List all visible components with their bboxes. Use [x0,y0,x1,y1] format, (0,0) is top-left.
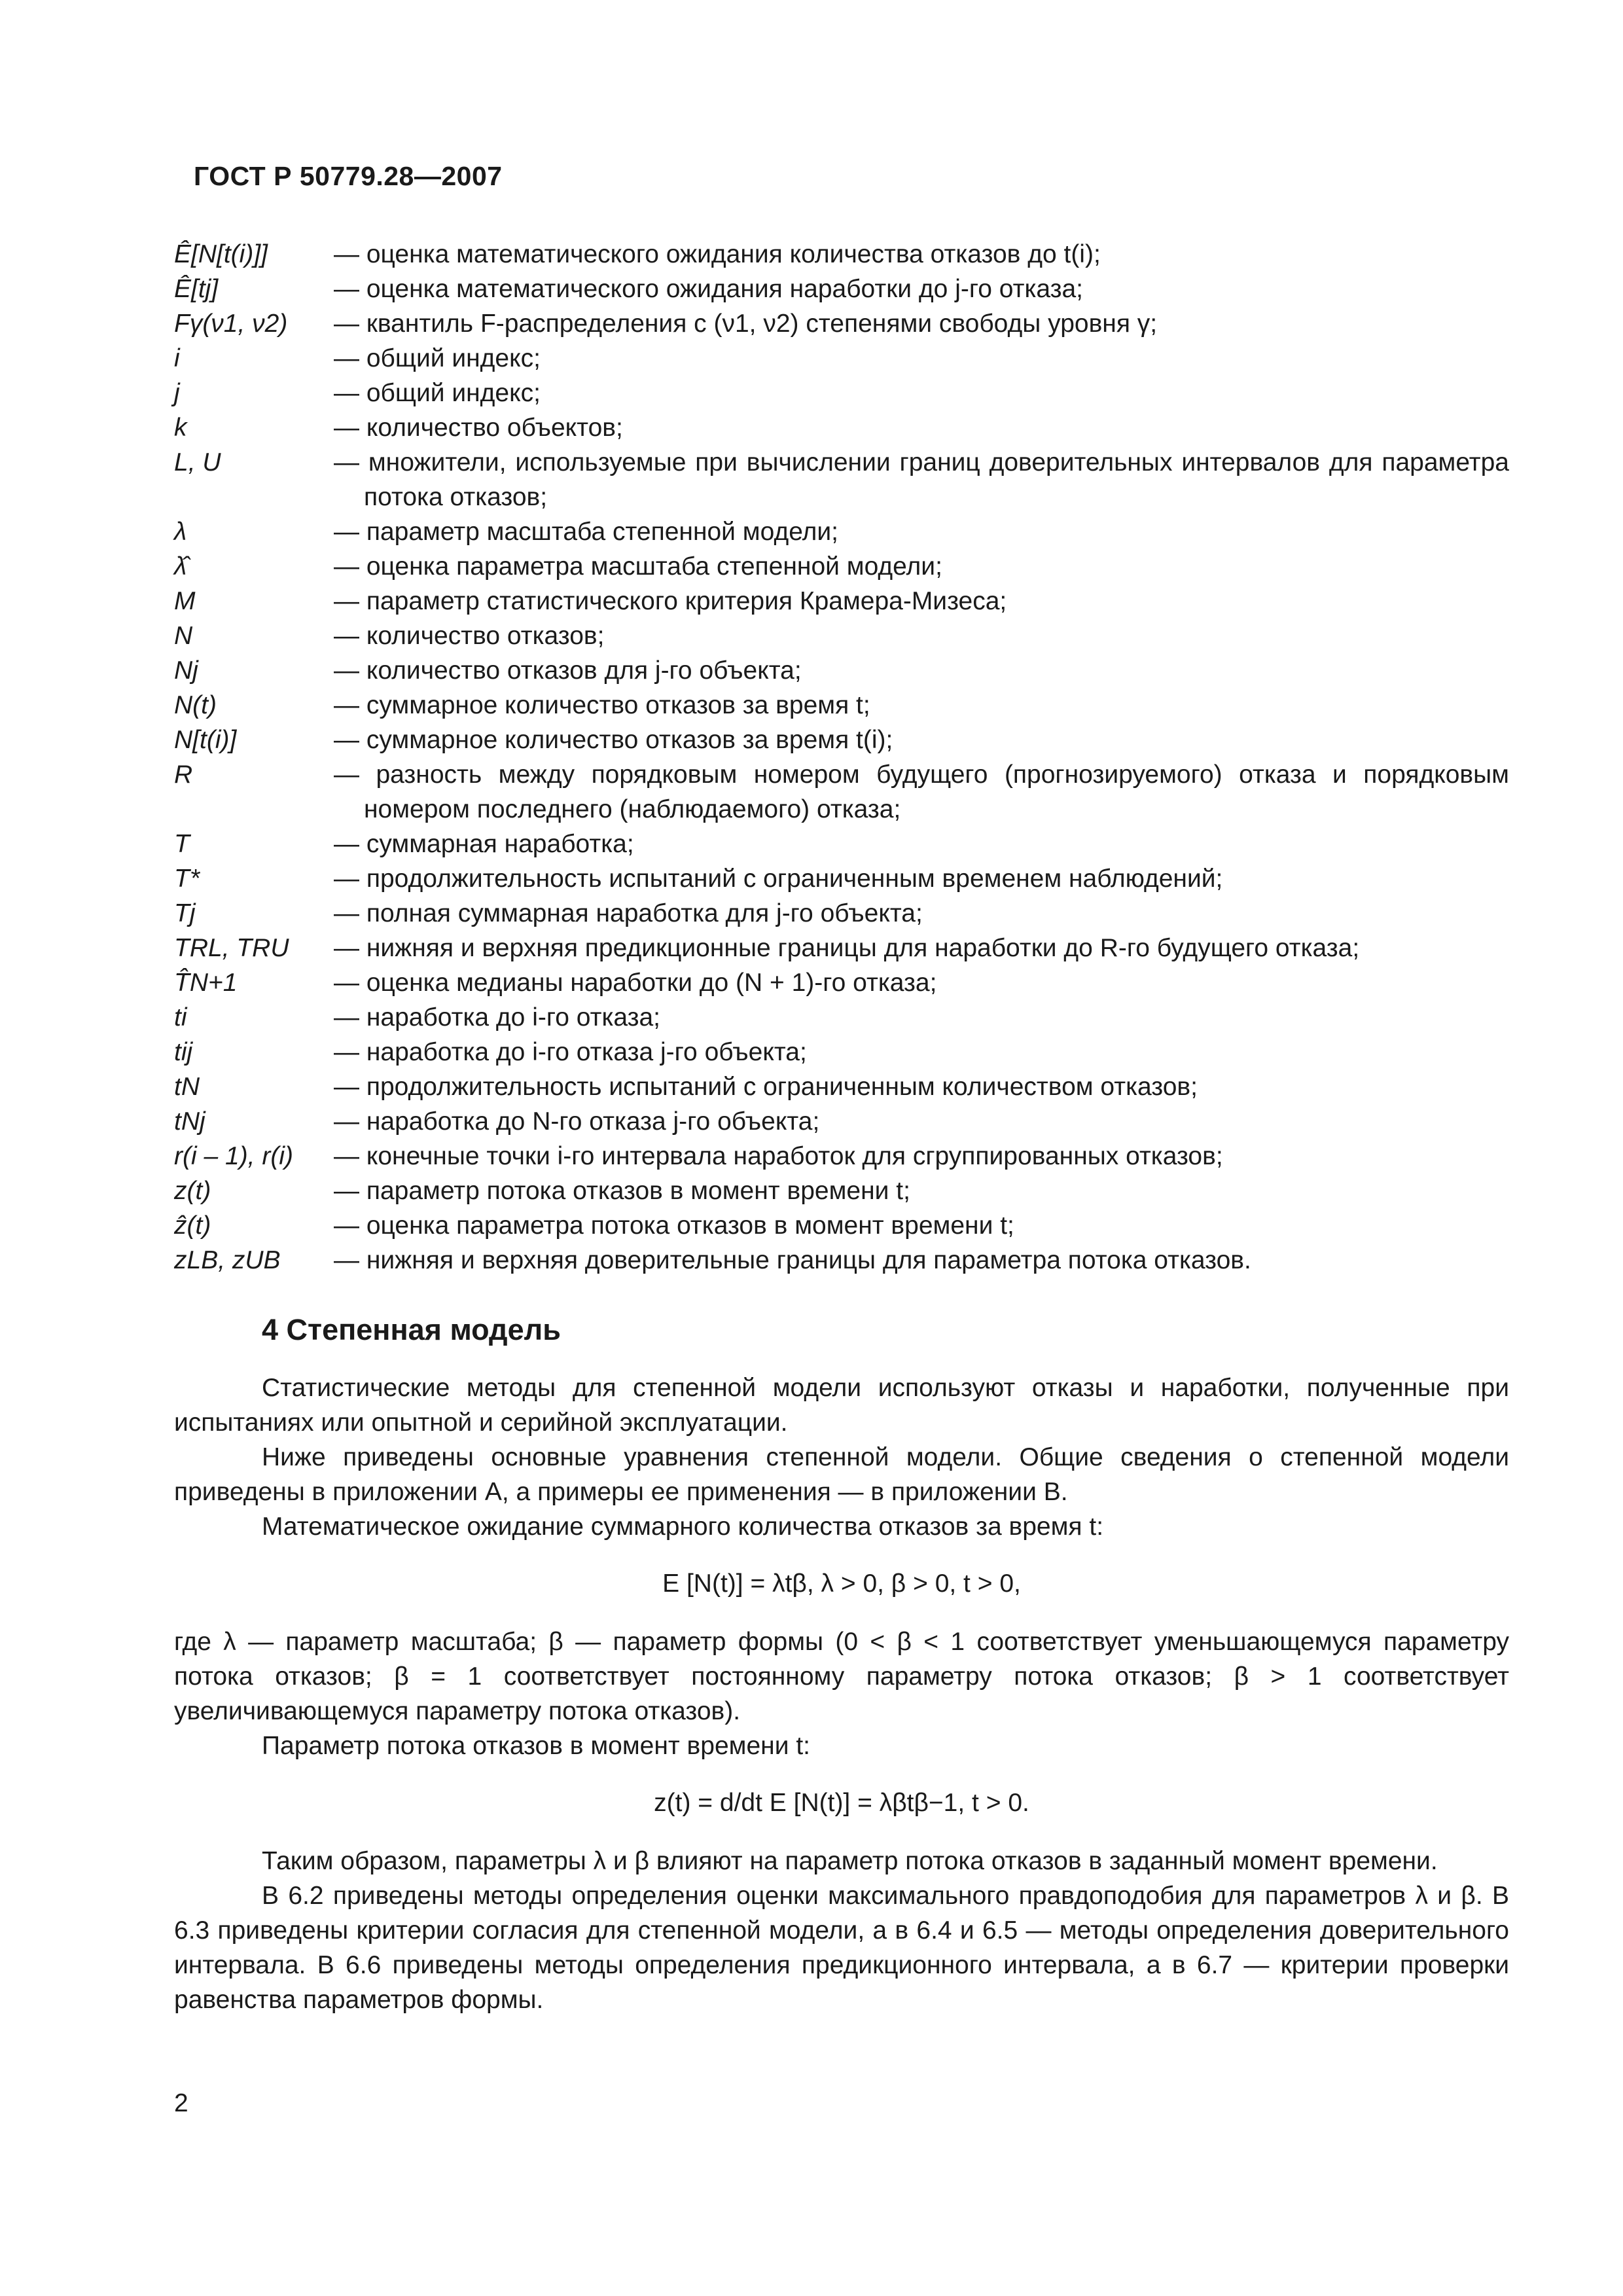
symbol-row [174,237,1509,272]
symbol-row [174,514,1509,549]
symbol-row [174,341,1509,376]
symbol-definition: — оценка математического ожидания наработки до j-го отказа; [334,275,1084,303]
symbol-row [174,1139,1509,1174]
paragraph: В 6.2 приведены методы определения оценки максимального правдоподобия для параметров λ и β. В 6.3 приведены критерии согласия для степенной модели, а в 6.4 и 6.5 — методы определения доверительного интервала. В 6.6 приведены методы определения предикционного интервала, а в 6.7 — критерии проверки равенства параметров формы. [174,1882,1509,2014]
symbol-row [174,1243,1509,1278]
symbol-row [174,723,1509,757]
symbol-term: z(t) [174,1177,211,1205]
symbol-row [174,549,1509,584]
symbol-definition: — нижняя и верхняя предикционные границы для наработки до R-го будущего отказа; [334,934,1360,962]
symbol-term: λ [174,518,187,546]
symbol-definition: — суммарная наработка; [334,830,634,858]
body-text [174,1371,1509,2017]
document-header: ГОСТ Р 50779.28—2007 [194,161,503,191]
symbol-definition: — параметр статистического критерия Крамера-Мизеса; [334,587,1007,615]
symbol-definition: — оценка параметра масштаба степенной модели; [334,552,942,581]
symbol-term: r(i – 1), r(i) [174,1142,293,1170]
paragraph: Ниже приведены основные уравнения степенной модели. Общие сведения о степенной модели приведены в приложении А, а примеры ее применения — в приложении В. [174,1443,1509,1506]
paragraph: где λ — параметр масштаба; β — параметр формы (0 < β < 1 соответствует уменьшающемуся параметру потока отказов; β = 1 соответствует постоянному параметру потока отказов; β > 1 соответствует увеличивающемуся параметру потока отказов). [174,1628,1509,1725]
symbol-row [174,1104,1509,1139]
symbol-term: R [174,761,193,789]
symbol-term: tij [174,1038,193,1066]
symbol-row [174,1208,1509,1243]
symbol-row [174,445,1509,514]
symbol-term: Nj [174,656,198,685]
symbol-definition: — наработка до N-го отказа j-го объекта; [334,1107,820,1136]
section-title: 4 Степенная модель [262,1313,561,1346]
symbol-definition: — суммарное количество отказов за время t(i); [334,726,893,754]
symbol-definition: — оценка медианы наработки до (N + 1)-го отказа; [334,969,937,997]
symbol-row [174,1000,1509,1035]
symbol-term: T [174,830,190,858]
paragraph: Таким образом, параметры λ и β влияют на параметр потока отказов в заданный момент времени. [262,1847,1438,1875]
symbol-term: T̂N+1 [174,969,238,997]
symbol-term: N[t(i)] [174,726,237,754]
symbol-row [174,861,1509,896]
paragraph: Параметр потока отказов в момент времени t: [262,1732,810,1760]
symbol-definition: — количество объектов; [334,414,623,442]
symbol-row [174,1035,1509,1069]
symbol-term: M [174,587,196,615]
symbol-definition: — продолжительность испытаний с ограниченным временем наблюдений; [334,865,1223,893]
symbol-definition: — параметр потока отказов в момент времени t; [334,1177,910,1205]
symbol-row [174,653,1509,688]
symbol-row [174,306,1509,341]
paragraph: Статистические методы для степенной модели используют отказы и наработки, полученные при испытаниях или опытной и серийной эксплуатации. [174,1374,1509,1437]
symbol-term: λ̂ [174,552,187,581]
symbol-definition: — общий индекс; [334,379,541,407]
symbol-term: ti [174,1003,187,1031]
symbol-definition: — количество отказов для j-го объекта; [334,656,802,685]
paragraph: Математическое ожидание суммарного количества отказов за время t: [262,1513,1104,1541]
symbol-row [174,896,1509,931]
symbol-term: Ê[N[t(i)]] [174,240,268,268]
symbol-term: Ê[tj] [174,275,219,303]
symbol-definition: — нижняя и верхняя доверительные границы для параметра потока отказов. [334,1246,1251,1274]
symbol-term: zLB, zUB [174,1246,281,1274]
formula-failure-intensity: z(t) = d/dt E [N(t)] = λβtβ−1, t > 0. [654,1789,1029,1817]
symbol-row [174,619,1509,653]
symbol-term: j [174,379,180,407]
symbol-definition: — разность между порядковым номером будущего (прогнозируемого) отказа и порядковым номером последнего (наблюдаемого) отказа; [334,761,1509,823]
symbol-row [174,1174,1509,1208]
symbol-definition: — квантиль F-распределения с (ν1, ν2) степенями свободы уровня γ; [334,310,1158,338]
symbol-definition: — множители, используемые при вычислении границ доверительных интервалов для параметра потока отказов; [334,448,1509,511]
symbol-term: N(t) [174,691,217,719]
symbol-row [174,1069,1509,1104]
symbol-row [174,931,1509,965]
symbol-definition: — наработка до i-го отказа; [334,1003,661,1031]
symbol-term: N [174,622,193,650]
symbol-definition: — полная суммарная наработка для j-го объекта; [334,899,923,927]
symbol-definition: — продолжительность испытаний с ограниченным количеством отказов; [334,1073,1198,1101]
symbol-row [174,272,1509,306]
symbol-term: T* [174,865,200,893]
symbol-row [174,965,1509,1000]
symbol-term: TRL, TRU [174,934,289,962]
symbol-term: Tj [174,899,196,927]
symbol-definition: — конечные точки i-го интервала наработок для сгруппированных отказов; [334,1142,1223,1170]
symbol-definition: — общий индекс; [334,344,541,372]
symbol-term: i [174,344,180,372]
symbol-row [174,584,1509,619]
formula-expected-failures: E [N(t)] = λtβ, λ > 0, β > 0, t > 0, [662,1570,1021,1598]
symbol-definition: — оценка математического ожидания количества отказов до t(i); [334,240,1101,268]
symbol-definition: — параметр масштаба степенной модели; [334,518,838,546]
symbol-row [174,410,1509,445]
symbol-row [174,827,1509,861]
symbol-definition: — суммарное количество отказов за время t; [334,691,870,719]
symbol-definition: — наработка до i-го отказа j-го объекта; [334,1038,807,1066]
symbol-term: tNj [174,1107,205,1136]
symbol-list [174,237,1509,1278]
symbol-term: ẑ(t) [174,1211,211,1240]
symbol-definition: — количество отказов; [334,622,605,650]
symbol-row [174,376,1509,410]
symbol-term: L, U [174,448,221,476]
symbol-definition: — оценка параметра потока отказов в момент времени t; [334,1211,1014,1240]
symbol-row [174,688,1509,723]
symbol-row [174,757,1509,827]
symbol-term: k [174,414,187,442]
symbol-term: tN [174,1073,200,1101]
page-number: 2 [174,2089,188,2117]
symbol-term: Fγ(ν1, ν2) [174,310,288,338]
